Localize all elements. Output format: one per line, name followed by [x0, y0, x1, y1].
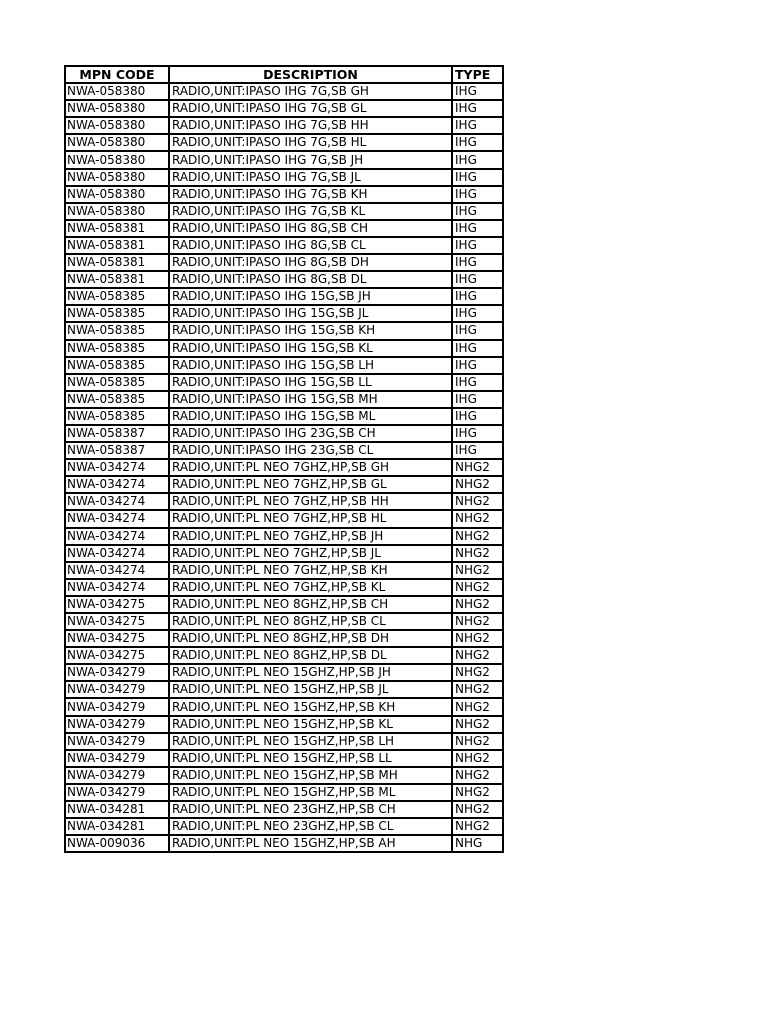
cell-type: IHG [452, 391, 503, 408]
table-row [65, 767, 503, 784]
header-type: TYPE [452, 66, 503, 83]
table-row [65, 340, 503, 357]
cell-description: RADIO,UNIT:IPASO IHG 7G,SB KH [169, 186, 452, 203]
cell-type: NHG2 [452, 647, 503, 664]
cell-type: IHG [452, 151, 503, 168]
cell-description: RADIO,UNIT:PL NEO 15GHZ,HP,SB AH [169, 835, 452, 852]
cell-mpn-code: NWA-034275 [65, 647, 169, 664]
cell-mpn-code: NWA-058385 [65, 408, 169, 425]
cell-type: IHG [452, 254, 503, 271]
cell-type: IHG [452, 237, 503, 254]
cell-type: NHG2 [452, 818, 503, 835]
cell-mpn-code: NWA-058380 [65, 134, 169, 151]
cell-type: NHG2 [452, 613, 503, 630]
cell-type: NHG2 [452, 750, 503, 767]
table-row [65, 83, 503, 100]
cell-mpn-code: NWA-058381 [65, 271, 169, 288]
cell-description: RADIO,UNIT:PL NEO 8GHZ,HP,SB CL [169, 613, 452, 630]
table-row [65, 476, 503, 493]
cell-mpn-code: NWA-058385 [65, 322, 169, 339]
cell-mpn-code: NWA-058380 [65, 186, 169, 203]
cell-mpn-code: NWA-058380 [65, 117, 169, 134]
table-row [65, 442, 503, 459]
table-row [65, 220, 503, 237]
cell-description: RADIO,UNIT:PL NEO 15GHZ,HP,SB LL [169, 750, 452, 767]
cell-description: RADIO,UNIT:PL NEO 7GHZ,HP,SB HL [169, 510, 452, 527]
cell-type: IHG [452, 100, 503, 117]
cell-type: NHG2 [452, 476, 503, 493]
cell-description: RADIO,UNIT:IPASO IHG 15G,SB KL [169, 340, 452, 357]
cell-description: RADIO,UNIT:PL NEO 7GHZ,HP,SB HH [169, 493, 452, 510]
cell-type: NHG2 [452, 579, 503, 596]
cell-type: IHG [452, 340, 503, 357]
cell-description: RADIO,UNIT:IPASO IHG 7G,SB JH [169, 151, 452, 168]
cell-description: RADIO,UNIT:IPASO IHG 7G,SB HH [169, 117, 452, 134]
table-row [65, 169, 503, 186]
table-row [65, 117, 503, 134]
cell-type: IHG [452, 83, 503, 100]
header-mpn-code: MPN CODE [65, 66, 169, 83]
table-row [65, 510, 503, 527]
cell-type: IHG [452, 374, 503, 391]
cell-type: IHG [452, 186, 503, 203]
table-row [65, 493, 503, 510]
table-row [65, 271, 503, 288]
table-row [65, 750, 503, 767]
table-row [65, 305, 503, 322]
cell-description: RADIO,UNIT:IPASO IHG 15G,SB JL [169, 305, 452, 322]
cell-type: NHG2 [452, 528, 503, 545]
cell-description: RADIO,UNIT:PL NEO 15GHZ,HP,SB KH [169, 698, 452, 715]
table-row [65, 374, 503, 391]
cell-mpn-code: NWA-058385 [65, 340, 169, 357]
table-row [65, 579, 503, 596]
cell-mpn-code: NWA-034274 [65, 459, 169, 476]
cell-description: RADIO,UNIT:IPASO IHG 7G,SB GH [169, 83, 452, 100]
cell-mpn-code: NWA-034281 [65, 801, 169, 818]
table-row [65, 681, 503, 698]
cell-description: RADIO,UNIT:PL NEO 7GHZ,HP,SB GL [169, 476, 452, 493]
cell-description: RADIO,UNIT:IPASO IHG 15G,SB LH [169, 357, 452, 374]
cell-type: NHG2 [452, 767, 503, 784]
cell-description: RADIO,UNIT:PL NEO 8GHZ,HP,SB CH [169, 596, 452, 613]
cell-mpn-code: NWA-034279 [65, 767, 169, 784]
cell-mpn-code: NWA-058380 [65, 83, 169, 100]
cell-description: RADIO,UNIT:IPASO IHG 8G,SB DH [169, 254, 452, 271]
cell-type: IHG [452, 442, 503, 459]
cell-mpn-code: NWA-034274 [65, 562, 169, 579]
cell-type: NHG2 [452, 596, 503, 613]
table-row [65, 630, 503, 647]
cell-mpn-code: NWA-058381 [65, 254, 169, 271]
cell-type: NHG2 [452, 698, 503, 715]
mpn-table [64, 65, 504, 853]
table-row [65, 596, 503, 613]
cell-description: RADIO,UNIT:PL NEO 15GHZ,HP,SB LH [169, 733, 452, 750]
cell-type: IHG [452, 288, 503, 305]
table-row [65, 528, 503, 545]
cell-type: NHG [452, 835, 503, 852]
cell-description: RADIO,UNIT:PL NEO 15GHZ,HP,SB KL [169, 716, 452, 733]
cell-mpn-code: NWA-058381 [65, 220, 169, 237]
cell-mpn-code: NWA-034279 [65, 784, 169, 801]
cell-type: IHG [452, 305, 503, 322]
cell-type: IHG [452, 169, 503, 186]
cell-mpn-code: NWA-034279 [65, 681, 169, 698]
cell-mpn-code: NWA-034279 [65, 664, 169, 681]
cell-description: RADIO,UNIT:IPASO IHG 23G,SB CL [169, 442, 452, 459]
cell-mpn-code: NWA-058380 [65, 151, 169, 168]
table-row [65, 801, 503, 818]
cell-description: RADIO,UNIT:IPASO IHG 8G,SB CH [169, 220, 452, 237]
cell-description: RADIO,UNIT:PL NEO 15GHZ,HP,SB ML [169, 784, 452, 801]
cell-type: NHG2 [452, 681, 503, 698]
cell-description: RADIO,UNIT:IPASO IHG 15G,SB MH [169, 391, 452, 408]
table-row [65, 835, 503, 852]
cell-mpn-code: NWA-058380 [65, 169, 169, 186]
cell-description: RADIO,UNIT:PL NEO 23GHZ,HP,SB CL [169, 818, 452, 835]
cell-mpn-code: NWA-058385 [65, 374, 169, 391]
cell-mpn-code: NWA-034274 [65, 579, 169, 596]
table-row [65, 203, 503, 220]
cell-mpn-code: NWA-034274 [65, 545, 169, 562]
cell-type: IHG [452, 357, 503, 374]
cell-type: NHG2 [452, 510, 503, 527]
cell-type: NHG2 [452, 630, 503, 647]
table-row [65, 391, 503, 408]
table-row [65, 357, 503, 374]
cell-mpn-code: NWA-034279 [65, 716, 169, 733]
table-row [65, 408, 503, 425]
cell-description: RADIO,UNIT:PL NEO 23GHZ,HP,SB CH [169, 801, 452, 818]
cell-type: IHG [452, 220, 503, 237]
table-row [65, 716, 503, 733]
table-row [65, 733, 503, 750]
cell-mpn-code: NWA-034274 [65, 493, 169, 510]
cell-description: RADIO,UNIT:PL NEO 15GHZ,HP,SB JH [169, 664, 452, 681]
cell-description: RADIO,UNIT:IPASO IHG 23G,SB CH [169, 425, 452, 442]
cell-mpn-code: NWA-034279 [65, 698, 169, 715]
cell-type: NHG2 [452, 733, 503, 750]
cell-description: RADIO,UNIT:PL NEO 8GHZ,HP,SB DH [169, 630, 452, 647]
cell-mpn-code: NWA-058387 [65, 425, 169, 442]
cell-mpn-code: NWA-034275 [65, 613, 169, 630]
cell-mpn-code: NWA-058387 [65, 442, 169, 459]
cell-description: RADIO,UNIT:IPASO IHG 15G,SB LL [169, 374, 452, 391]
table-row [65, 664, 503, 681]
cell-description: RADIO,UNIT:PL NEO 7GHZ,HP,SB KH [169, 562, 452, 579]
cell-mpn-code: NWA-034274 [65, 510, 169, 527]
table-row [65, 818, 503, 835]
header-row [65, 66, 503, 83]
table-row [65, 237, 503, 254]
table-row [65, 562, 503, 579]
cell-mpn-code: NWA-034274 [65, 476, 169, 493]
table-row [65, 545, 503, 562]
table-body [65, 83, 503, 852]
cell-description: RADIO,UNIT:PL NEO 7GHZ,HP,SB JH [169, 528, 452, 545]
table-row [65, 134, 503, 151]
cell-description: RADIO,UNIT:PL NEO 7GHZ,HP,SB JL [169, 545, 452, 562]
cell-type: IHG [452, 203, 503, 220]
table-row [65, 613, 503, 630]
cell-type: IHG [452, 117, 503, 134]
table-row [65, 151, 503, 168]
cell-type: IHG [452, 425, 503, 442]
cell-description: RADIO,UNIT:PL NEO 8GHZ,HP,SB DL [169, 647, 452, 664]
cell-mpn-code: NWA-058385 [65, 357, 169, 374]
cell-type: NHG2 [452, 664, 503, 681]
cell-type: NHG2 [452, 716, 503, 733]
table-row [65, 186, 503, 203]
cell-description: RADIO,UNIT:PL NEO 15GHZ,HP,SB JL [169, 681, 452, 698]
cell-type: IHG [452, 134, 503, 151]
cell-description: RADIO,UNIT:PL NEO 15GHZ,HP,SB MH [169, 767, 452, 784]
cell-description: RADIO,UNIT:IPASO IHG 8G,SB CL [169, 237, 452, 254]
cell-mpn-code: NWA-034275 [65, 630, 169, 647]
cell-description: RADIO,UNIT:IPASO IHG 15G,SB ML [169, 408, 452, 425]
cell-mpn-code: NWA-058381 [65, 237, 169, 254]
cell-mpn-code: NWA-058385 [65, 288, 169, 305]
cell-type: NHG2 [452, 459, 503, 476]
cell-type: NHG2 [452, 784, 503, 801]
cell-mpn-code: NWA-058385 [65, 391, 169, 408]
cell-type: NHG2 [452, 545, 503, 562]
cell-type: IHG [452, 322, 503, 339]
table-row [65, 322, 503, 339]
cell-description: RADIO,UNIT:IPASO IHG 7G,SB KL [169, 203, 452, 220]
table-row [65, 459, 503, 476]
cell-type: IHG [452, 271, 503, 288]
cell-description: RADIO,UNIT:IPASO IHG 8G,SB DL [169, 271, 452, 288]
cell-mpn-code: NWA-034281 [65, 818, 169, 835]
table-row [65, 784, 503, 801]
cell-description: RADIO,UNIT:IPASO IHG 15G,SB KH [169, 322, 452, 339]
table-row [65, 100, 503, 117]
cell-mpn-code: NWA-009036 [65, 835, 169, 852]
cell-type: IHG [452, 408, 503, 425]
cell-description: RADIO,UNIT:PL NEO 7GHZ,HP,SB GH [169, 459, 452, 476]
parts-sheet [64, 65, 504, 853]
cell-description: RADIO,UNIT:IPASO IHG 15G,SB JH [169, 288, 452, 305]
cell-description: RADIO,UNIT:IPASO IHG 7G,SB JL [169, 169, 452, 186]
cell-type: NHG2 [452, 493, 503, 510]
cell-mpn-code: NWA-034275 [65, 596, 169, 613]
table-row [65, 425, 503, 442]
cell-mpn-code: NWA-058380 [65, 100, 169, 117]
cell-description: RADIO,UNIT:PL NEO 7GHZ,HP,SB KL [169, 579, 452, 596]
cell-mpn-code: NWA-034279 [65, 733, 169, 750]
cell-mpn-code: NWA-058380 [65, 203, 169, 220]
cell-mpn-code: NWA-034279 [65, 750, 169, 767]
header-description: DESCRIPTION [169, 66, 452, 83]
table-row [65, 698, 503, 715]
cell-description: RADIO,UNIT:IPASO IHG 7G,SB HL [169, 134, 452, 151]
table-row [65, 647, 503, 664]
table-row [65, 254, 503, 271]
cell-description: RADIO,UNIT:IPASO IHG 7G,SB GL [169, 100, 452, 117]
cell-mpn-code: NWA-058385 [65, 305, 169, 322]
cell-type: NHG2 [452, 562, 503, 579]
table-row [65, 288, 503, 305]
cell-mpn-code: NWA-034274 [65, 528, 169, 545]
cell-type: NHG2 [452, 801, 503, 818]
